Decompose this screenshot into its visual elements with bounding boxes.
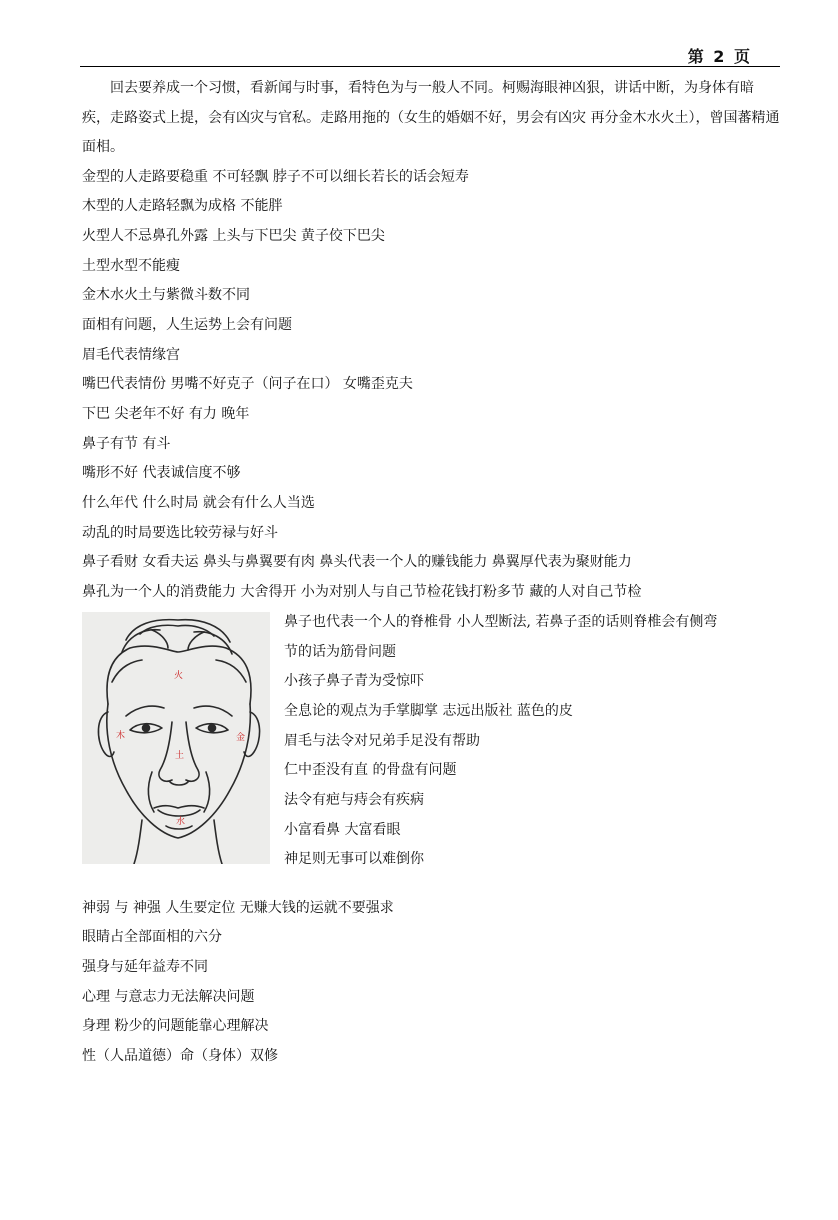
note-line: 鼻子也代表一个人的脊椎骨 小人型断法, 若鼻子歪的话则脊椎会有侧弯 (284, 613, 718, 630)
note-line: 动乱的时局要选比较劳禄与好斗 (82, 524, 278, 541)
notes-top (82, 163, 780, 608)
notes-bottom (82, 894, 780, 1072)
page-header (80, 44, 780, 67)
note-line: 眉毛代表情缘宫 (82, 346, 180, 363)
document-body (82, 74, 780, 1072)
note-line: 仁中歪没有直 的骨盘有问题 (284, 762, 457, 779)
note-line: 性（人品道德）命（身体）双修 (82, 1047, 278, 1064)
page-number: 第 2 页 (687, 47, 752, 66)
note-line: 金型的人走路要稳重 不可轻飘 脖子不可以细长若长的话会短寿 (82, 168, 469, 185)
note-line: 下巴 尖老年不好 有力 晚年 (82, 406, 250, 422)
note-line: 神弱 与 神强 人生要定位 无赚大钱的运就不要强求 (82, 899, 394, 916)
note-line: 嘴巴代表情份 男嘴不好克子（问子在口） 女嘴歪克夫 (82, 376, 413, 393)
face-portrait-image (82, 612, 270, 864)
note-line: 眉毛与法令对兄弟手足没有帮助 (284, 732, 480, 749)
note-line: 木型的人走路轻飘为成格 不能胖 (82, 198, 283, 215)
portrait-mark-wood: 木 (116, 730, 126, 741)
portrait-mark-fire: 火 (174, 670, 184, 681)
note-line: 强身与延年益寿不同 (82, 958, 208, 975)
note-line: 神足则无事可以难倒你 (284, 851, 424, 868)
note-line: 鼻子有节 有斗 (82, 435, 171, 452)
note-line: 嘴形不好 代表诚信度不够 (82, 465, 241, 482)
note-line: 火型人不忌鼻孔外露 上头与下巴尖 黄子佼下巴尖 (82, 227, 385, 244)
note-line: 眼睛占全部面相的六分 (82, 929, 222, 946)
intro-paragraph: 回去要养成一个习惯，看新闻与时事，看特色为与一般人不同。柯赐海眼神凶狠，讲话中断，为身体有暗疾，走路姿式上提，会有凶灾与官私。走路用拖的（女生的婚姻不好，男会有凶灾 再分金木水火土），曾国蕃精通面相。 (82, 80, 780, 155)
note-line: 心理 与意志力无法解决问题 (82, 988, 255, 1005)
portrait-mark-earth: 土 (175, 750, 185, 761)
note-line: 金木水火土与紫微斗数不同 (82, 287, 250, 304)
note-line: 身理 粉少的问题能靠心理解决 (82, 1018, 269, 1035)
note-line: 全息论的观点为手掌脚掌 志远出版社 蓝色的皮 (284, 702, 573, 719)
figure-section (82, 608, 780, 868)
note-line: 法令有疤与痔会有疾病 (284, 791, 424, 808)
note-line: 小孩子鼻子青为受惊吓 (284, 673, 424, 690)
note-line: 鼻子看财 女看夫运 鼻头与鼻翼要有肉 鼻头代表一个人的赚钱能力 鼻翼厚代表为聚财能力 (82, 554, 632, 571)
portrait-mark-water: 水 (176, 816, 186, 827)
note-line: 节的话为筋骨问题 (284, 643, 396, 660)
note-line: 面相有问题，人生运势上会有问题 (82, 316, 292, 333)
portrait-mark-metal: 金 (236, 732, 246, 743)
note-line: 什么年代 什么时局 就会有什么人当选 (82, 495, 315, 512)
note-line: 土型水型不能瘦 (82, 257, 180, 274)
notes-beside-figure (284, 608, 784, 875)
note-line: 鼻孔为一个人的消费能力 大舍得开 小为对别人与自己节检花钱打粉多节 藏的人对自己节检 (82, 584, 642, 601)
note-line: 小富看鼻 大富看眼 (284, 821, 401, 838)
